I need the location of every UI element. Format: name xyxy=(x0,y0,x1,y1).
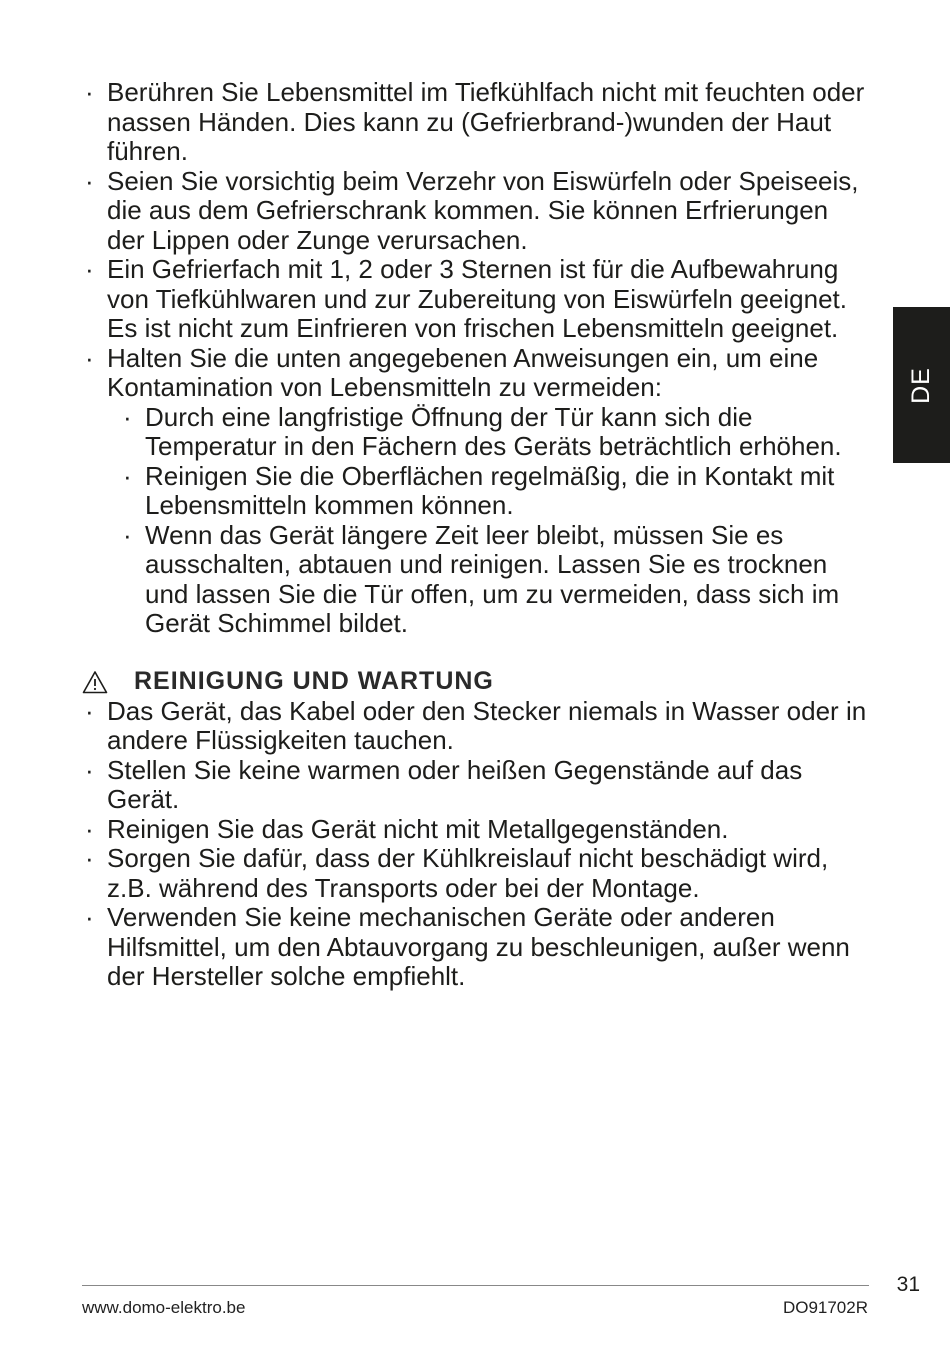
list-item xyxy=(82,844,872,903)
footer-website: www.domo-elektro.be xyxy=(82,1298,246,1317)
bullet: · xyxy=(85,902,94,932)
sub-list-item-text: Reinigen Sie die Oberflächen regelmäßig, die in Kontakt mit Lebensmitteln kommen können. xyxy=(145,460,835,520)
cleaning-list xyxy=(82,697,872,992)
bullet: · xyxy=(85,843,94,873)
safety-list xyxy=(82,78,872,403)
list-item-text: Ein Gefrierfach mit 1, 2 oder 3 Sternen ist für die Aufbewahrung von Tiefkühlwaren und zur Zubereitung von Eiswürfeln geeignet. Es ist nicht zum Einfrieren von frischen Lebensmitteln geeignet. xyxy=(107,254,847,343)
sub-list-item-text: Wenn das Gerät längere Zeit leer bleibt, müssen Sie es ausschalten, abtauen und reinigen. Lassen Sie es trocknen und lassen Sie die Tür offen, um zu vermeiden, dass sich im Gerät Schimmel bildet. xyxy=(145,519,840,638)
list-item-text: Seien Sie vorsichtig beim Verzehr von Eiswürfeln oder Speiseeis, die aus dem Gefrierschrank kommen. Sie können Erfrierungen der Lippen oder Zunge verursachen. xyxy=(107,165,859,255)
list-item-text: Das Gerät, das Kabel oder den Stecker niemals in Wasser oder in andere Flüssigkeiten tauchen. xyxy=(107,695,867,755)
footer-divider xyxy=(82,1285,869,1286)
footer-model-number: DO91702R xyxy=(782,1298,868,1317)
bullet: · xyxy=(85,342,94,373)
warning-triangle-icon xyxy=(82,670,108,694)
list-item-text: Stellen Sie keine warmen oder heißen Gegenstände auf das Gerät. xyxy=(107,754,803,814)
bullet: · xyxy=(85,254,94,284)
sub-list-item xyxy=(120,462,872,521)
bullet: · xyxy=(123,401,132,432)
list-item xyxy=(82,78,872,167)
bullet: · xyxy=(85,813,94,844)
page-number: 31 xyxy=(896,1273,920,1296)
bullet: · xyxy=(123,519,132,550)
list-item xyxy=(82,697,872,756)
sub-list-item xyxy=(120,403,872,462)
list-item xyxy=(82,903,872,992)
section-heading xyxy=(82,667,872,697)
bullet: · xyxy=(85,77,94,107)
list-item xyxy=(82,756,872,815)
bullet: · xyxy=(123,460,132,491)
list-item xyxy=(82,167,872,256)
bullet: · xyxy=(85,165,94,196)
page-content xyxy=(82,78,872,992)
bullet: · xyxy=(85,754,94,785)
list-item-text: Verwenden Sie keine mechanischen Geräte oder anderen Hilfsmittel, um den Abtauvorgang zu beschleunigen, außer wenn der Hersteller solche empfiehlt. xyxy=(107,902,850,991)
language-tab-label: DE xyxy=(906,366,935,404)
list-item-text: Sorgen Sie dafür, dass der Kühlkreislauf nicht beschädigt wird, z.B. während des Transports oder bei der Montage. xyxy=(107,843,829,903)
section-title: REINIGUNG UND WARTUNG xyxy=(134,666,494,695)
language-tab xyxy=(893,307,950,463)
bullet: · xyxy=(85,695,94,726)
list-item-text: Reinigen Sie das Gerät nicht mit Metallgegenständen. xyxy=(107,813,729,844)
list-item xyxy=(82,344,872,403)
sub-list xyxy=(82,403,872,639)
sub-list-item-text: Durch eine langfristige Öffnung der Tür kann sich die Temperatur in den Fächern des Geräts beträchtlich erhöhen. xyxy=(145,401,842,461)
list-item-text: Halten Sie die unten angegebenen Anweisungen ein, um eine Kontamination von Lebensmitteln zu vermeiden: xyxy=(107,342,819,402)
list-item-text: Berühren Sie Lebensmittel im Tiefkühlfach nicht mit feuchten oder nassen Händen. Dies kann zu (Gefrierbrand-)wunden der Haut führen. xyxy=(107,77,865,166)
list-item xyxy=(82,255,872,344)
sub-list-item xyxy=(120,521,872,639)
list-item xyxy=(82,815,872,845)
